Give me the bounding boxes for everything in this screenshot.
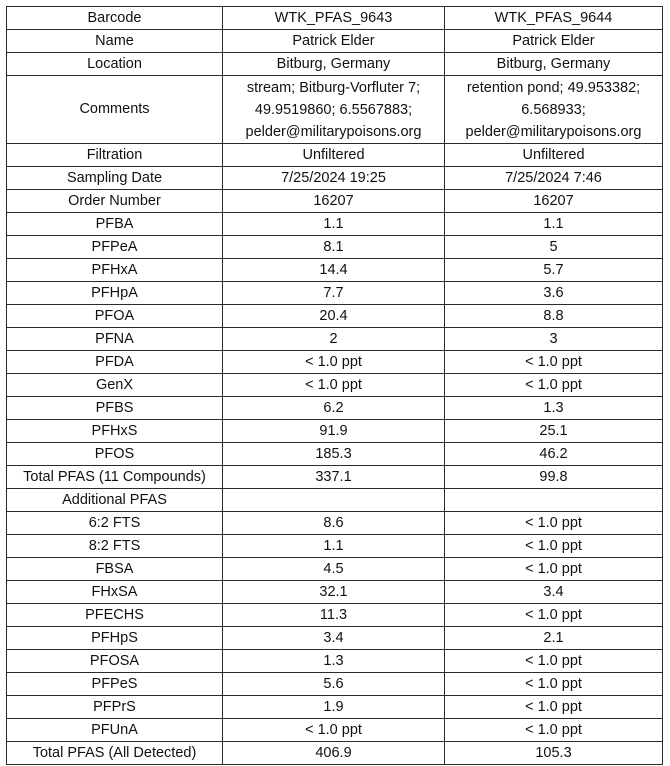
row-label: PFHxS [7, 420, 223, 443]
table-row [7, 443, 663, 466]
sample-a-cell: 16207 [223, 190, 445, 213]
sample-a-cell: 1.1 [223, 535, 445, 558]
row-label: PFOS [7, 443, 223, 466]
sample-a-cell: 6.2 [223, 397, 445, 420]
row-label: PFNA [7, 328, 223, 351]
sample-a-cell: 5.6 [223, 673, 445, 696]
sample-b-cell: Unfiltered [445, 144, 663, 167]
row-label: PFHpS [7, 627, 223, 650]
table-row [7, 742, 663, 765]
table-row [7, 696, 663, 719]
table-row [7, 673, 663, 696]
row-label: GenX [7, 374, 223, 397]
table-row [7, 282, 663, 305]
table-row [7, 466, 663, 489]
sample-b-cell: < 1.0 ppt [445, 719, 663, 742]
pfas-results-table [6, 6, 663, 765]
row-label: PFDA [7, 351, 223, 374]
sample-b-cell: < 1.0 ppt [445, 535, 663, 558]
table-row [7, 213, 663, 236]
sample-a-cell: 7/25/2024 19:25 [223, 167, 445, 190]
sample-b-cell: retention pond; 49.953382; 6.568933; pelder@militarypoisons.org [445, 76, 663, 144]
sample-b-cell: 8.8 [445, 305, 663, 328]
table-row [7, 581, 663, 604]
row-label: PFPrS [7, 696, 223, 719]
table-row [7, 558, 663, 581]
table-row [7, 259, 663, 282]
row-label: PFPeS [7, 673, 223, 696]
row-label: Order Number [7, 190, 223, 213]
sample-a-cell: < 1.0 ppt [223, 719, 445, 742]
table-row [7, 374, 663, 397]
sample-b-cell: < 1.0 ppt [445, 650, 663, 673]
table-row [7, 397, 663, 420]
sample-b-cell: Bitburg, Germany [445, 53, 663, 76]
row-label: PFOSA [7, 650, 223, 673]
sample-a-cell: 185.3 [223, 443, 445, 466]
sample-b-cell: 2.1 [445, 627, 663, 650]
table-row [7, 30, 663, 53]
table-row [7, 236, 663, 259]
row-label: PFHxA [7, 259, 223, 282]
table-row [7, 167, 663, 190]
sample-a-cell: 14.4 [223, 259, 445, 282]
sample-a-cell: 1.1 [223, 213, 445, 236]
row-label: Additional PFAS [7, 489, 223, 512]
sample-a-cell: Bitburg, Germany [223, 53, 445, 76]
table-row [7, 305, 663, 328]
sample-b-cell: 5.7 [445, 259, 663, 282]
sample-b-cell: < 1.0 ppt [445, 512, 663, 535]
row-label: PFECHS [7, 604, 223, 627]
row-label: 6:2 FTS [7, 512, 223, 535]
sample-b-cell: 5 [445, 236, 663, 259]
row-label: PFHpA [7, 282, 223, 305]
sample-a-cell: < 1.0 ppt [223, 374, 445, 397]
sample-a-cell [223, 489, 445, 512]
sample-a-cell: 406.9 [223, 742, 445, 765]
table-row [7, 76, 663, 144]
sample-a-cell: 20.4 [223, 305, 445, 328]
table-row [7, 328, 663, 351]
row-label: Barcode [7, 7, 223, 30]
sample-a-cell: 8.6 [223, 512, 445, 535]
sample-a-cell: Unfiltered [223, 144, 445, 167]
sample-a-cell: stream; Bitburg-Vorfluter 7; 49.9519860; 6.5567883; pelder@militarypoisons.org [223, 76, 445, 144]
row-label: Comments [7, 76, 223, 144]
sample-b-cell: < 1.0 ppt [445, 374, 663, 397]
sample-b-cell: 3.4 [445, 581, 663, 604]
row-label: Name [7, 30, 223, 53]
sample-a-cell: 11.3 [223, 604, 445, 627]
table-row [7, 535, 663, 558]
sample-a-cell: 8.1 [223, 236, 445, 259]
sample-b-cell: 46.2 [445, 443, 663, 466]
row-label: FBSA [7, 558, 223, 581]
sample-a-cell: 32.1 [223, 581, 445, 604]
sample-a-cell: 7.7 [223, 282, 445, 305]
sample-a-cell: 337.1 [223, 466, 445, 489]
sample-b-cell: 105.3 [445, 742, 663, 765]
sample-a-cell: 4.5 [223, 558, 445, 581]
sample-b-cell: 1.3 [445, 397, 663, 420]
sample-b-cell: WTK_PFAS_9644 [445, 7, 663, 30]
sample-b-cell: < 1.0 ppt [445, 558, 663, 581]
sample-b-cell: Patrick Elder [445, 30, 663, 53]
sample-b-cell: < 1.0 ppt [445, 604, 663, 627]
row-label: Filtration [7, 144, 223, 167]
row-label: Sampling Date [7, 167, 223, 190]
sample-a-cell: Patrick Elder [223, 30, 445, 53]
row-label: Total PFAS (All Detected) [7, 742, 223, 765]
sample-b-cell: 99.8 [445, 466, 663, 489]
sample-a-cell: 1.9 [223, 696, 445, 719]
table-row [7, 420, 663, 443]
table-row [7, 190, 663, 213]
sample-b-cell: 3.6 [445, 282, 663, 305]
sample-b-cell: < 1.0 ppt [445, 351, 663, 374]
table-row [7, 144, 663, 167]
row-label: FHxSA [7, 581, 223, 604]
row-label: PFPeA [7, 236, 223, 259]
row-label: Total PFAS (11 Compounds) [7, 466, 223, 489]
table-row [7, 512, 663, 535]
row-label: Location [7, 53, 223, 76]
table-row [7, 719, 663, 742]
sample-b-cell: < 1.0 ppt [445, 673, 663, 696]
row-label: PFBA [7, 213, 223, 236]
table-row [7, 53, 663, 76]
sample-a-cell: 91.9 [223, 420, 445, 443]
sample-a-cell: WTK_PFAS_9643 [223, 7, 445, 30]
table-row [7, 489, 663, 512]
row-label: PFOA [7, 305, 223, 328]
sample-a-cell: 1.3 [223, 650, 445, 673]
table-row [7, 650, 663, 673]
sample-b-cell [445, 489, 663, 512]
sample-a-cell: 2 [223, 328, 445, 351]
row-label: PFBS [7, 397, 223, 420]
table-row [7, 7, 663, 30]
sample-b-cell: 25.1 [445, 420, 663, 443]
table-row [7, 604, 663, 627]
sample-b-cell: < 1.0 ppt [445, 696, 663, 719]
sample-a-cell: 3.4 [223, 627, 445, 650]
sample-a-cell: < 1.0 ppt [223, 351, 445, 374]
table-row [7, 351, 663, 374]
sample-b-cell: 16207 [445, 190, 663, 213]
row-label: 8:2 FTS [7, 535, 223, 558]
table-body [7, 7, 663, 765]
sample-b-cell: 1.1 [445, 213, 663, 236]
row-label: PFUnA [7, 719, 223, 742]
sample-b-cell: 3 [445, 328, 663, 351]
table-row [7, 627, 663, 650]
sample-b-cell: 7/25/2024 7:46 [445, 167, 663, 190]
